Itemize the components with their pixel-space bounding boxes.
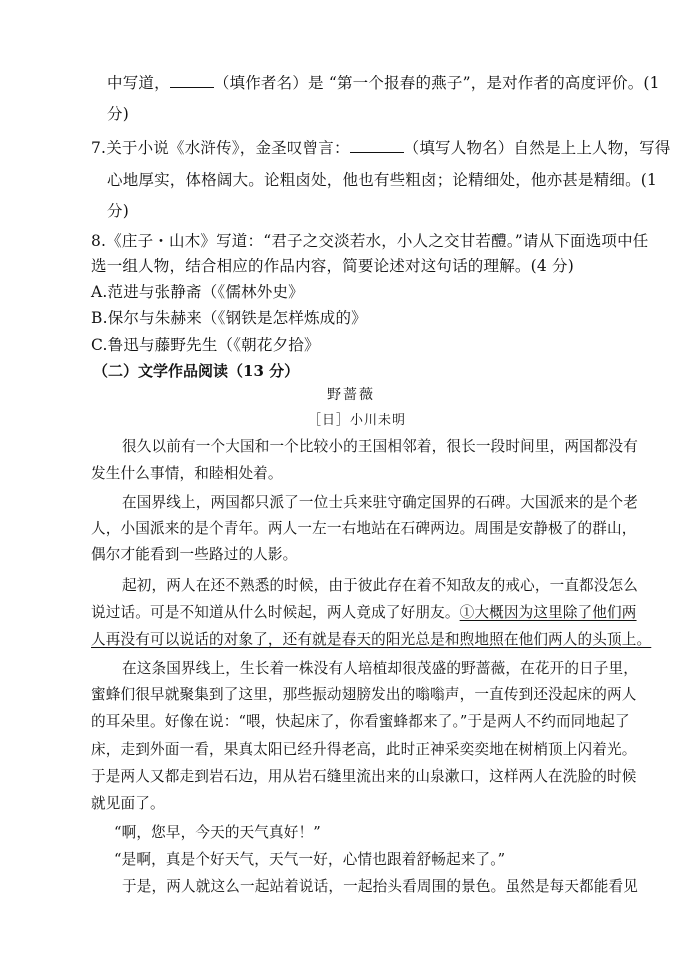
q7-text-a: 7.关于小说《水浒传》，金圣叹曾言： (91, 139, 350, 157)
story-p3-line-1: 起初，两人在还不熟悉的时候，由于彼此存在着不知敌友的戒心，一直都没怎么 (122, 577, 639, 594)
story-p4-line-4: 床，走到外面一看，果真太阳已经升得老高，此时正神采奕奕地在树梢顶上闪着光。 (91, 741, 637, 758)
story-p4-line-3: 的耳朵里。好像在说：“喂，快起床了，你看蜜蜂都来了。”于是两人不约而同地起了 (91, 713, 630, 730)
story-p4-line-2: 蜜蜂们很早就聚集到了这里，那些振动翅膀发出的嗡嗡声，一直传到还没起床的两人 (91, 686, 637, 703)
q8-line-2: 选一组人物，结合相应的作品内容，简要论述对这句话的理解。(4 分) (91, 257, 574, 275)
story-p2-line-3: 偶尔才能看到一些路过的人影。 (91, 546, 298, 563)
underlined-passage-1: ①大概因为这里除了他们两 (459, 604, 637, 621)
q7-line-1 (91, 137, 671, 159)
q7-text-b: （填写人物名）自然是上上人物，写得 (403, 139, 671, 157)
q7-line-2: 心地厚实，体格阔大。论粗卤处，他也有些粗卤；论精细处，他亦甚是精细。(1 (107, 171, 658, 189)
q8-option-b: B.保尔与朱赫来（《钢铁是怎样炼成的》 (91, 309, 367, 327)
story-p2-line-2: 人，小国派来的是个青年。两人一左一右地站在石碑两边。周围是安静极了的群山， (91, 520, 637, 537)
q6-line-2: 分) (107, 105, 129, 123)
underlined-passage-1-cont: 人再没有可以说话的对象了，还有就是春天的阳光总是和煦地照在他们两人的头顶上。 (91, 631, 652, 648)
story-author: ［日］小川未明 (308, 413, 407, 428)
q8-line-1: 8.《庄子・山木》写道：“君子之交淡若水，小人之交甘若醴。”请从下面选项中任 (91, 232, 649, 250)
q7-line-3: 分) (107, 202, 129, 220)
q6-answer-blank[interactable] (170, 73, 214, 88)
story-dialogue-2: “是啊，真是个好天气，天气一好，心情也跟着舒畅起来了。” (114, 851, 506, 868)
q6-line-1 (107, 72, 660, 94)
story-p5-line-1: 于是，两人就这么一起站着说话，一起抬头看周围的景色。虽然是每天都能看见 (122, 878, 639, 895)
story-p4-line-6: 就见面了。 (91, 795, 165, 812)
q7-answer-blank[interactable] (350, 138, 404, 153)
story-title: 野蔷薇 (327, 387, 375, 403)
story-p3-line-2 (91, 602, 637, 624)
q8-option-a: A.范进与张静斋（《儒林外史》 (91, 283, 304, 301)
q6-text-b: （填作者名）是 “第一个报春的燕子”，是对作者的高度评价。(1 (213, 74, 660, 92)
story-p3-text: 说过话。可是不知道从什么时候起，两人竟成了好朋友。 (91, 604, 460, 621)
story-p1-line-2: 发生什么事情，和睦相处着。 (91, 465, 283, 482)
story-p2-line-1: 在国界线上，两国都只派了一位士兵来驻守确定国界的石碑。大国派来的是个老 (122, 494, 639, 511)
section-heading: （二）文学作品阅读（13 分） (93, 362, 300, 380)
story-p1-line-1: 很久以前有一个大国和一个比较小的王国相邻着，很长一段时间里，两国都没有 (122, 438, 639, 455)
story-p4-line-5: 于是两人又都走到岩石边，用从岩石缝里流出来的山泉漱口，这样两人在洗脸的时候 (91, 768, 637, 785)
q6-text-a: 中写道， (107, 74, 170, 92)
story-dialogue-1: “啊，您早，今天的天气真好！” (114, 824, 321, 841)
story-p4-line-1: 在这条国界线上，生长着一株没有人培植却很茂盛的野蔷薇，在花开的日子里， (122, 660, 639, 677)
q8-option-c: C.鲁迅与藤野先生（《朝花夕拾》 (91, 336, 320, 354)
